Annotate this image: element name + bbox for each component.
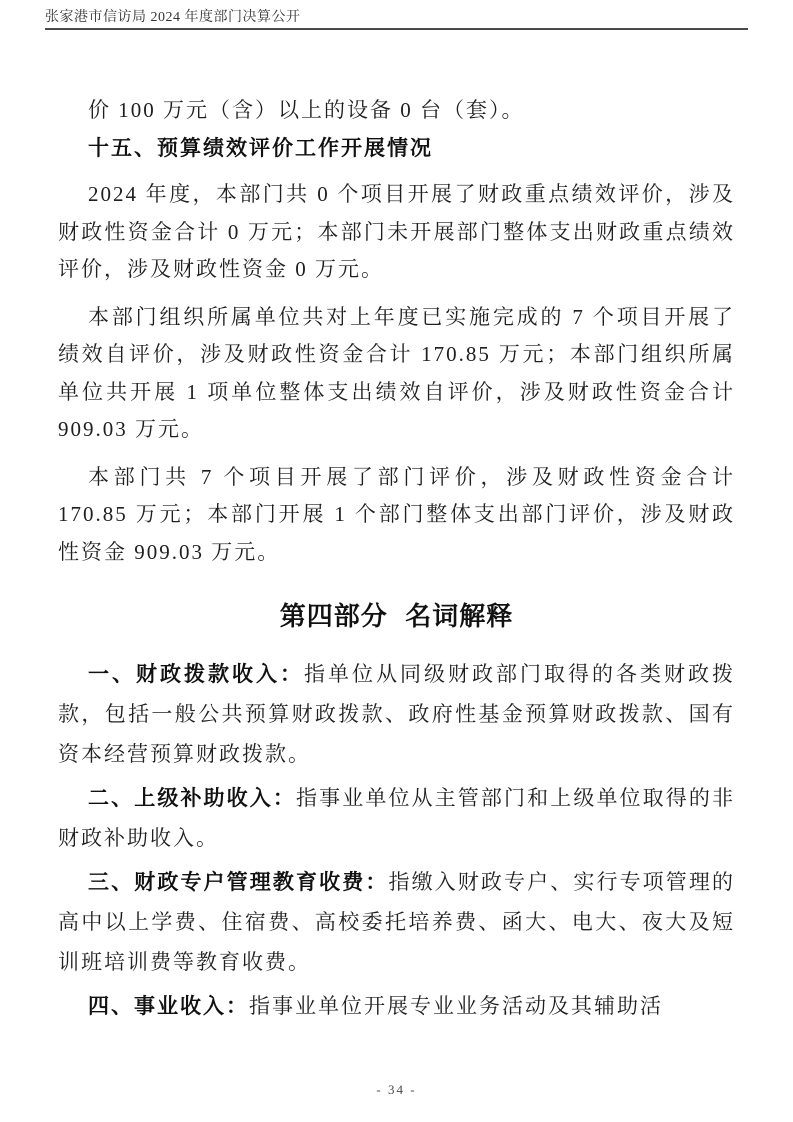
- section-15-paragraph-3: 本部门共 7 个项目开展了部门评价，涉及财政性资金合计 170.85 万元；本部门开展 1 个部门整体支出部门评价，涉及财政性资金 909.03 万元。: [58, 464, 735, 564]
- section-15-paragraph-1: 2024 年度，本部门共 0 个项目开展了财政重点绩效评价，涉及财政性资金合计 0 万元；本部门未开展部门整体支出财政重点绩效评价，涉及财政性资金 0 万元。: [58, 182, 735, 281]
- term-2-label: 二、上级补助收入：: [88, 786, 296, 810]
- term-3-definition: 指缴入财政专户、实行专项管理的高中以上学费、住宿费、高校委托培养费、函大、电大、夜大及短训班培训费等教育收费。: [58, 870, 736, 974]
- term-definition-2: [58, 778, 735, 858]
- header-title: 张家港市信访局 2024 年度部门决算公开: [45, 10, 301, 25]
- term-4-label: 四、事业收入：: [88, 994, 249, 1018]
- section-15-heading: 十五、预算绩效评价工作开展情况: [88, 135, 433, 160]
- paragraph-equipment-continuation: 价 100 万元（含）以上的设备 0 台（套）。: [88, 98, 525, 122]
- running-header: [45, 10, 748, 30]
- term-2-definition: 指事业单位从主管部门和上级单位取得的非财政补助收入。: [58, 786, 735, 850]
- term-4-definition: 指事业单位开展专业业务活动及其辅助活: [249, 994, 663, 1018]
- term-3-label: 三、财政专户管理教育收费：: [88, 870, 389, 894]
- term-definition-4: [58, 986, 735, 1026]
- header-rule: [45, 28, 748, 30]
- term-1-label: 一、财政拨款收入：: [88, 662, 304, 686]
- section-15-paragraph-2: 本部门组织所属单位共对上年度已实施完成的 7 个项目开展了绩效自评价，涉及财政性资金合计 170.85 万元；本部门组织所属单位共开展 1 项单位整体支出绩效自评价，涉及财政性资金合计 909.03 万元。: [58, 304, 735, 441]
- term-definition-1: [58, 654, 735, 774]
- term-1-definition: 指单位从同级财政部门取得的各类财政拨款，包括一般公共预算财政拨款、政府性基金预算财政拨款、国有资本经营预算财政拨款。: [58, 662, 735, 766]
- part-4-heading: 第四部分 名词解释: [279, 602, 514, 631]
- page-footer: [0, 1081, 793, 1099]
- page-number: - 34 -: [376, 1082, 417, 1097]
- term-definition-3: [58, 862, 735, 982]
- document-body: [58, 92, 735, 1030]
